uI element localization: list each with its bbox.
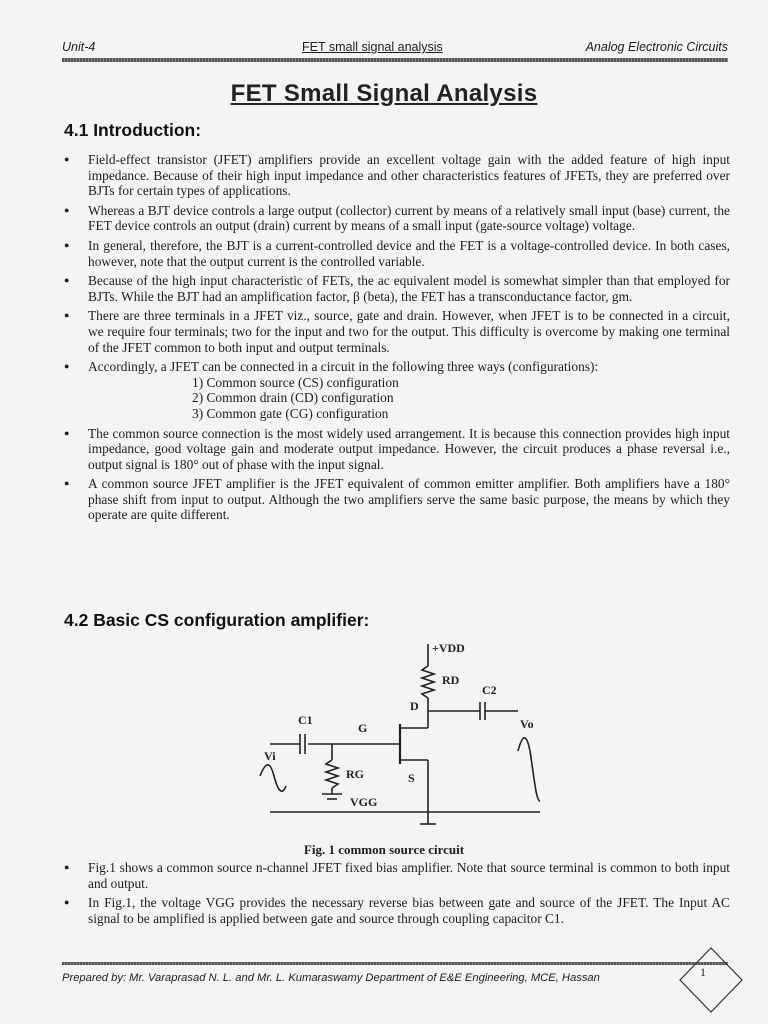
page-title: FET Small Signal Analysis xyxy=(230,80,538,107)
vi-label: Vi xyxy=(264,749,276,763)
section-heading-cs-amplifier: 4.2 Basic CS configuration amplifier: xyxy=(64,610,370,630)
c1-label: C1 xyxy=(298,713,313,727)
footer-rule xyxy=(62,962,728,965)
list-item: ● Whereas a BJT device controls a large output (collector) current by means of a relatively small input (base) current, the FET device controls an output (drain) current by means of a small input (gate-source voltage) voltage. xyxy=(62,203,730,234)
gate-label: G xyxy=(358,721,368,735)
rg-resistor xyxy=(326,760,338,788)
intro-bullet-list xyxy=(62,152,730,527)
configurations-intro: Accordingly, a JFET can be connected in a circuit in the following three ways (configurations): xyxy=(88,359,599,375)
header-unit: Unit-4 xyxy=(62,40,96,54)
footer-credits: Prepared by: Mr. Varaprasad N. L. and Mr. L. Kumaraswamy Department of E&E Engineering, MCE, Hassan xyxy=(62,972,600,984)
header-rule xyxy=(62,58,728,62)
section-heading-introduction: 4.1 Introduction: xyxy=(64,120,202,140)
list-item: ● In general, therefore, the BJT is a current-controlled device and the FET is a voltage-controlled device. In both cases, however, note that the output current is the controlled variable. xyxy=(62,238,730,269)
header-topic: FET small signal analysis xyxy=(302,40,443,54)
config-item: 3) Common gate (CG) configuration xyxy=(192,405,389,421)
page-header xyxy=(62,40,728,58)
list-item: ● Field-effect transistor (JFET) amplifiers provide an excellent voltage gain with the added feature of high input impedance. Because of their high input impedance and other characteristics features of JFETs, they are preferred over BJTs for certain types of applications. xyxy=(62,152,730,199)
list-item: ● There are three terminals in a JFET viz., source, gate and drain. However, when JFET is to be connected in a circuit, we require four terminals; two for the input and two for the output. This difficulty is overcome by making one terminal of the JFET common to both input and output terminals. xyxy=(62,308,730,355)
page-number-badge xyxy=(676,944,746,1016)
list-item: ● Because of the high input characteristic of FETs, the ac equivalent model is somewhat simpler than that employed for BJTs. While the BJT had an amplification factor, β (beta), the FET has a transconductance factor, gm. xyxy=(62,273,730,304)
list-item: ● The common source connection is the most widely used arrangement. It is because this connection provides high input impedance, good voltage gain and moderate output impedance. However, the circuit produces a phase reversal i.e., output signal is 180° out of phase with the input signal. xyxy=(62,426,730,473)
rg-label: RG xyxy=(346,767,364,781)
output-waveform xyxy=(518,738,540,801)
figure-caption: Fig. 1 common source circuit xyxy=(303,842,465,857)
vo-label: Vo xyxy=(520,717,534,731)
rd-label: RD xyxy=(442,673,460,687)
list-item: ● Fig.1 shows a common source n-channel JFET fixed bias amplifier. Note that source terminal is common to both input and output. xyxy=(62,860,730,891)
vgg-label: VGG xyxy=(350,795,378,809)
drain-label: D xyxy=(410,699,419,713)
source-label: S xyxy=(408,771,415,785)
page-number: 1 xyxy=(700,965,706,979)
config-item: 1) Common source (CS) configuration xyxy=(192,374,399,390)
list-item: ● A common source JFET amplifier is the JFET equivalent of common emitter amplifier. Both amplifiers have a 180° phase shift from input to output. Although the two amplifiers serve the same basic purpose, the means by which they operate are quite different. xyxy=(62,476,730,523)
c2-label: C2 xyxy=(482,683,497,697)
input-waveform xyxy=(260,765,286,791)
vdd-label: +VDD xyxy=(432,641,465,655)
list-item: ● In Fig.1, the voltage VGG provides the necessary reverse bias between gate and source of the JFET. The Input AC signal to be amplified is applied between gate and source through coupling capacitor C1. xyxy=(62,895,730,926)
rd-resistor xyxy=(422,666,434,698)
list-item xyxy=(62,359,730,421)
cs-bullet-list xyxy=(62,860,730,930)
config-item: 2) Common drain (CD) configuration xyxy=(192,390,394,406)
header-subject: Analog Electronic Circuits xyxy=(585,40,728,54)
cs-amplifier-circuit-diagram xyxy=(250,636,550,836)
